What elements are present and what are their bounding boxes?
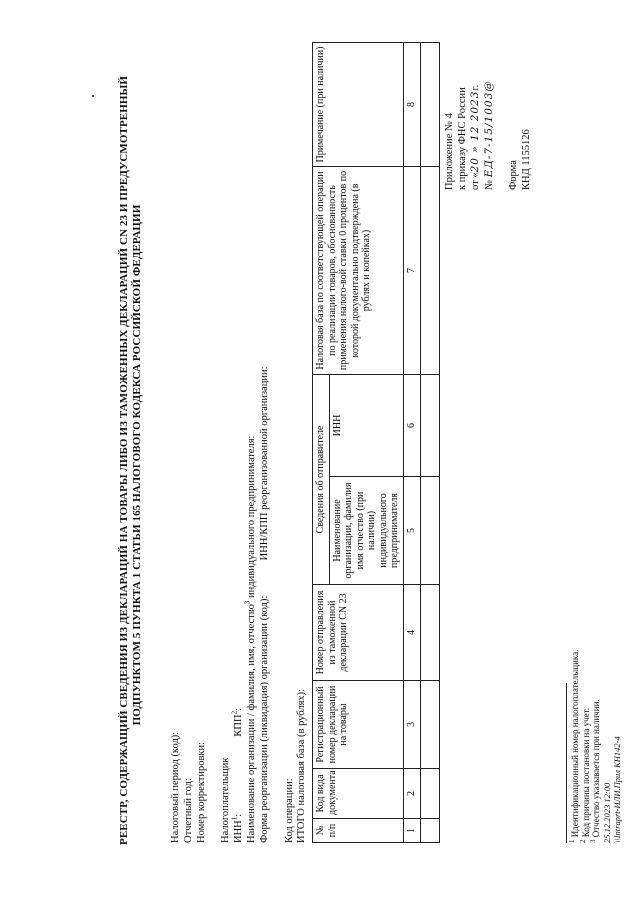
- correction-number-label: Номер корректировки:: [195, 741, 207, 843]
- header-document-code: Код вида документа: [313, 769, 404, 819]
- column-number: 3: [403, 681, 420, 769]
- header-sender-inn: ИНН: [329, 375, 403, 477]
- column-number: 4: [403, 585, 420, 681]
- table-cell: [420, 769, 439, 819]
- table-cell: [420, 819, 439, 843]
- table-cell: [420, 585, 439, 681]
- header-fields: [170, 366, 309, 843]
- scan-dot: [92, 95, 94, 97]
- approval-block: [444, 80, 496, 190]
- header-note: Примечание (при наличии): [313, 43, 404, 167]
- column-number: 6: [403, 375, 420, 477]
- footnote-divider: [566, 683, 567, 843]
- title-line-1: РЕЕСТР, СОДЕРЖАЩИЙ СВЕДЕНИЯ ИЗ ДЕКЛАРАЦИЙ НА ТОВАРЫ ЛИБО ИЗ ТАМОЖЕННЫХ ДЕКЛАРАЦИЙ CN 23 И ПРЕДУСМОТРЕННЫЙ: [118, 75, 130, 845]
- table-cell: [420, 477, 439, 585]
- tax-period-label: Налоговый период (код):: [170, 731, 181, 843]
- handwritten-date: 20 » 12 2023: [469, 90, 482, 173]
- taxpayer-label: Налогоплательщик: [220, 757, 232, 843]
- approval-order-number: № ЕД-7-15/1003@: [482, 80, 495, 190]
- page-title: [118, 75, 144, 845]
- column-number: 2: [403, 769, 420, 819]
- reporting-year-label: Отчетный год:: [182, 778, 194, 843]
- table-cell: [420, 43, 439, 167]
- table-cell: [420, 375, 439, 477]
- header-sender-name: Наименование организации, фамилия имя отчество (при наличии) индивидуального предпринимателя: [329, 477, 403, 585]
- column-number-row: [403, 43, 420, 843]
- header-cn23-number: Номер отправления из таможенной декларации CN 23: [313, 585, 404, 681]
- header-registration-number: Регистрационный номер декларации на товары: [313, 681, 404, 769]
- footnote-1: $^1$ Идентификационный номер налогоплательщика.: [568, 649, 580, 843]
- table-cell: [420, 681, 439, 769]
- reorganization-line: Форма реорганизации (ликвидация) организации (код): ИНН/КПП реорганизованной организации:: [258, 366, 270, 843]
- column-number: 8: [403, 43, 420, 167]
- document-path: \\Intraprt-ИЛИ.Прил КН142-4: [611, 736, 622, 843]
- operation-code-label: Код операции:: [283, 778, 295, 843]
- inn-kpp-line: ИНН$^1$: КПП$^2$:: [230, 707, 245, 843]
- form-label: Форма: [508, 160, 519, 190]
- footnote-2: $^2$ Код причины постановки на учет.: [578, 707, 591, 843]
- organization-name-label: Наименование организации / фамилия, имя, отчество$^3$ индивидуального предпринимателя:: [243, 435, 257, 843]
- header-tax-base: Налоговая база по соответствующей операции по реализации товаров, обоснованность применения налого-вой ставки 0 процентов по которой документально подтверждена (в рублях и копейках): [313, 167, 404, 375]
- approval-date: от «20 » 12 2023г.: [469, 84, 482, 190]
- form-knd-code: КНД 1155126: [520, 129, 532, 190]
- table-header-row-1: [313, 43, 330, 843]
- document-timestamp: 25.12.2023 12:00: [601, 782, 612, 843]
- column-number: 1: [403, 819, 420, 843]
- header-number: № п/п: [313, 819, 404, 843]
- approval-line-2: к приказу ФНС России: [456, 87, 468, 190]
- total-tax-base-label: ИТОГО налоговая база (в рублях):: [296, 688, 308, 843]
- approval-line-1: Приложение № 4: [444, 113, 455, 190]
- footnotes: [570, 650, 622, 843]
- column-number: 7: [403, 167, 420, 375]
- table-row: [420, 43, 439, 843]
- table-cell: [420, 167, 439, 375]
- column-number: 5: [403, 477, 420, 585]
- register-table: [312, 42, 440, 843]
- footnote-3: $^3$ Отчество указывается при наличии.: [589, 699, 602, 843]
- title-line-2: ПОДПУНКТОМ 5 ПУНКТА 1 СТАТЬИ 165 НАЛОГОВОГО КОДЕКСА РОССИЙСКОЙ ФЕДЕРАЦИИ: [131, 204, 144, 726]
- form-code-block: [508, 129, 533, 190]
- handwritten-order-number: ЕД-7-15/1003@: [482, 80, 495, 178]
- header-sender-info: Сведения об отправителе: [313, 375, 330, 585]
